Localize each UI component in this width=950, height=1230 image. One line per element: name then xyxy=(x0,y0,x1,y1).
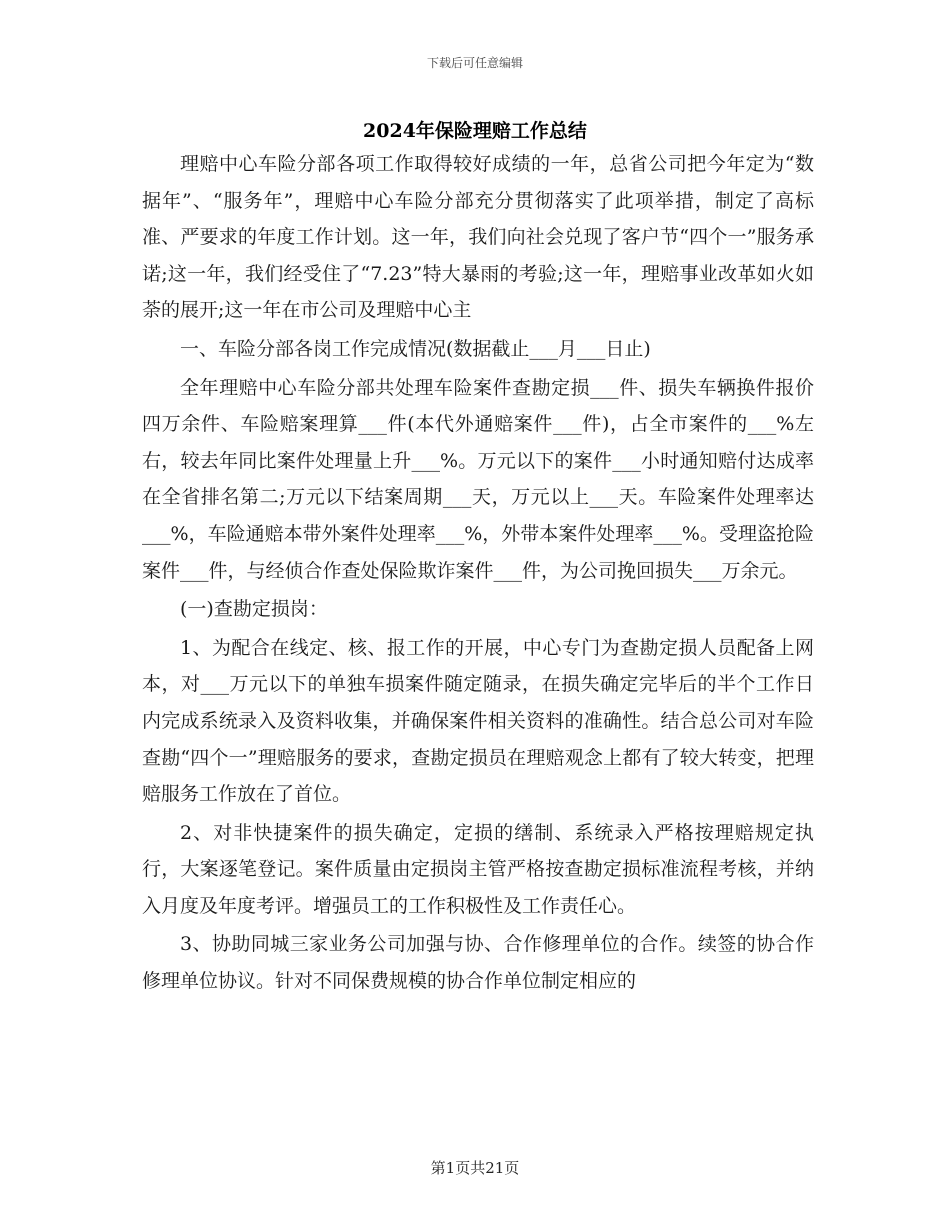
paragraph-item-1: 1、为配合在线定、核、报工作的开展，中心专门为查勘定损人员配备上网本，对___万元以下的单独车损案件随定随录，在损失确定完毕后的半个工作日内完成系统录入及资料收集，并确保案件相关资料的准确性。结合总公司对车险查勘“四个一”理赔服务的要求，查勘定损员在理赔观念上都有了较大转变，把理赔服务工作放在了首位。 xyxy=(142,636,814,806)
paragraph-summary: 全年理赔中心车险分部共处理车险案件查勘定损___件、损失车辆换件报价四万余件、车险赔案理算___件(本代外通赔案件___件)，占全市案件的___%左右，较去年同比案件处理量上升___%。万元以下的案件___小时通知赔付达成率在全省排名第二;万元以下结案周期___天，万元以上___天。车险案件处理率达___%，车险通赔本带外案件处理率___%，外带本案件处理率___%。受理盗抢险案件___件，与经侦合作查处保险欺诈案件___件，为公司挽回损失___万余元。 xyxy=(142,376,814,582)
paragraph-intro: 理赔中心车险分部各项工作取得较好成绩的一年，总省公司把今年定为“数据年”、“服务年”，理赔中心车险分部充分贯彻落实了此项举措，制定了高标准、严要求的年度工作计划。这一年，我们向社会兑现了客户节“四个一”服务承诺;这一年，我们经受住了“7.23”特大暴雨的考验;这一年，理赔事业改革如火如荼的展开;这一年在市公司及理赔中心主 xyxy=(142,153,814,322)
paragraph-item-3: 3、协助同城三家业务公司加强与协、合作修理单位的合作。续签的协合作修理单位协议。针对不同保费规模的协合作单位制定相应的 xyxy=(142,933,814,993)
document-body xyxy=(142,146,814,1000)
document-title: 2024年保险理赔工作总结 xyxy=(363,120,587,142)
paragraph-item-2: 2、对非快捷案件的损失确定，定损的缮制、系统录入严格按理赔规定执行，大案逐笔登记。案件质量由定损岗主管严格按查勘定损标准流程考核，并纳入月度及年度考评。增强员工的工作积极性及工作责任心。 xyxy=(142,821,814,917)
section-heading-1: 一、车险分部各岗工作完成情况(数据截止___月___日止) xyxy=(180,337,651,360)
subsection-heading-1: (一)查勘定损岗： xyxy=(180,598,328,621)
header-note: 下载后可任意编辑 xyxy=(426,56,523,70)
page-footer: 第1页共21页 xyxy=(430,1159,520,1177)
